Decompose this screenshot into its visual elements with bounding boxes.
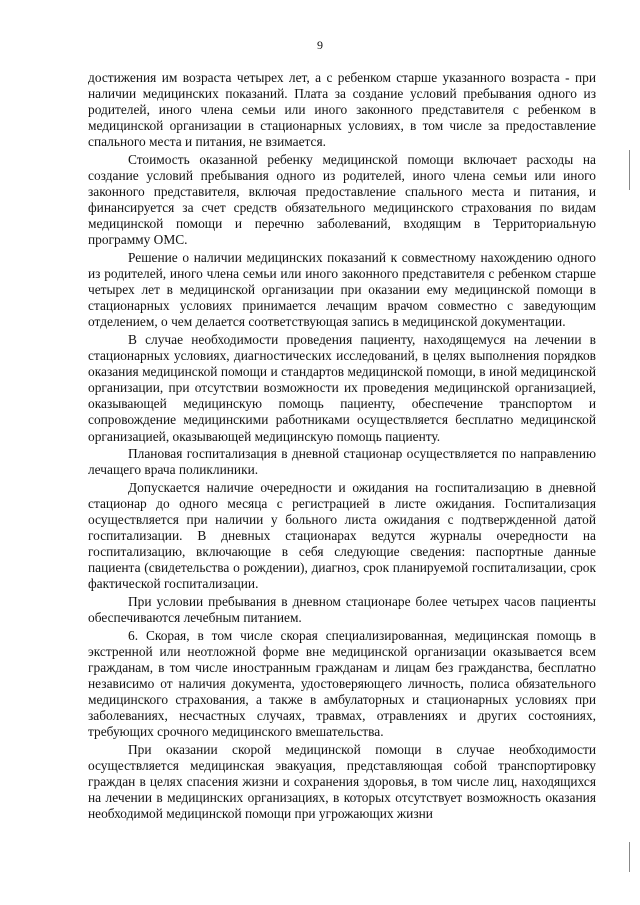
page-number: 9 xyxy=(317,38,323,52)
scan-artifact-line xyxy=(629,150,630,190)
paragraph-7: При условии пребывания в дневном стационаре более четырех часов пациенты обеспечиваются лечебным питанием. xyxy=(88,594,596,626)
scan-artifact-line xyxy=(629,842,630,872)
paragraph-8: 6. Скорая, в том числе скорая специализированная, медицинская помощь в экстренной или неотложной форме вне медицинской организации оказывается всем гражданам, в том числе иностранным гражданам и лицам без гражданства, бесплатно независимо от наличия документа, удостоверяющего личность, полиса обязательного медицинского страхования, а также в амбулаторных и стационарных условиях при заболеваниях, несчастных случаях, травмах, отравлениях и других состояниях, требующих срочного медицинского вмешательства. xyxy=(88,627,596,740)
paragraph-9: При оказании скорой медицинской помощи в случае необходимости осуществляется медицинская эвакуация, представляющая собой транспортировку граждан в целях спасения жизни и сохранения здоровья, в том числе лиц, находящихся на лечении в медицинских организациях, в которых отсутствует возможность оказания необходимой медицинской помощи при угрожающих жизни xyxy=(88,741,596,822)
paragraph-4: В случае необходимости проведения пациенту, находящемуся на лечении в стационарных условиях, диагностических исследований, в целях выполнения порядков оказания медицинской помощи и стандартов медицинской помощи, в иной медицинской организации, при отсутствии возможности их проведения медицинской организацией, оказывающей медицинскую помощь пациенту, обеспечение транспортом и сопровождение медицинскими работниками осуществляется бесплатно медицинской организацией, оказывающей медицинскую помощь пациенту. xyxy=(88,332,596,444)
document-body xyxy=(88,70,596,824)
paragraph-3: Решение о наличии медицинских показаний к совместному нахождению одного из родителей, иного члена семьи или иного законного представителя с ребенком старше четырех лет в медицинской организации при оказании ему медицинской помощи в стационарных условиях принимается лечащим врачом совместно с заведующим отделением, о чем делается соответствующая запись в медицинской документации. xyxy=(88,250,596,330)
paragraph-1: достижения им возраста четырех лет, а с ребенком старше указанного возраста - при наличии медицинских показаний. Плата за создание условий пребывания одного из родителей, иного члена семьи или иного законного представителя с ребенком в медицинской организации в стационарных условиях, в том числе за предоставление спального места и питания, не взимается. xyxy=(88,70,596,150)
paragraph-5: Плановая госпитализация в дневной стационар осуществляется по направлению лечащего врача поликлиники. xyxy=(88,446,596,478)
paragraph-6: Допускается наличие очередности и ожидания на госпитализацию в дневной стационар до одного месяца с регистрацией в листе ожидания. Госпитализация осуществляется при наличии у больного листа ожидания с подтвержденной датой госпитализации. В дневных стационарах ведутся журналы очередности на госпитализацию, включающие в себя следующие сведения: паспортные данные пациента (свидетельства о рождении), диагноз, срок планируемой госпитализации, срок фактической госпитализации. xyxy=(88,479,596,592)
paragraph-2: Стоимость оказанной ребенку медицинской помощи включает расходы на создание условий пребывания одного из родителей, иного члена семьи или иного законного представителя, включая предоставление спального места и питания, и финансируется за счет средств обязательного медицинского страхования по видам медицинской помощи и перечню заболеваний, входящим в Территориальную программу ОМС. xyxy=(88,151,596,248)
